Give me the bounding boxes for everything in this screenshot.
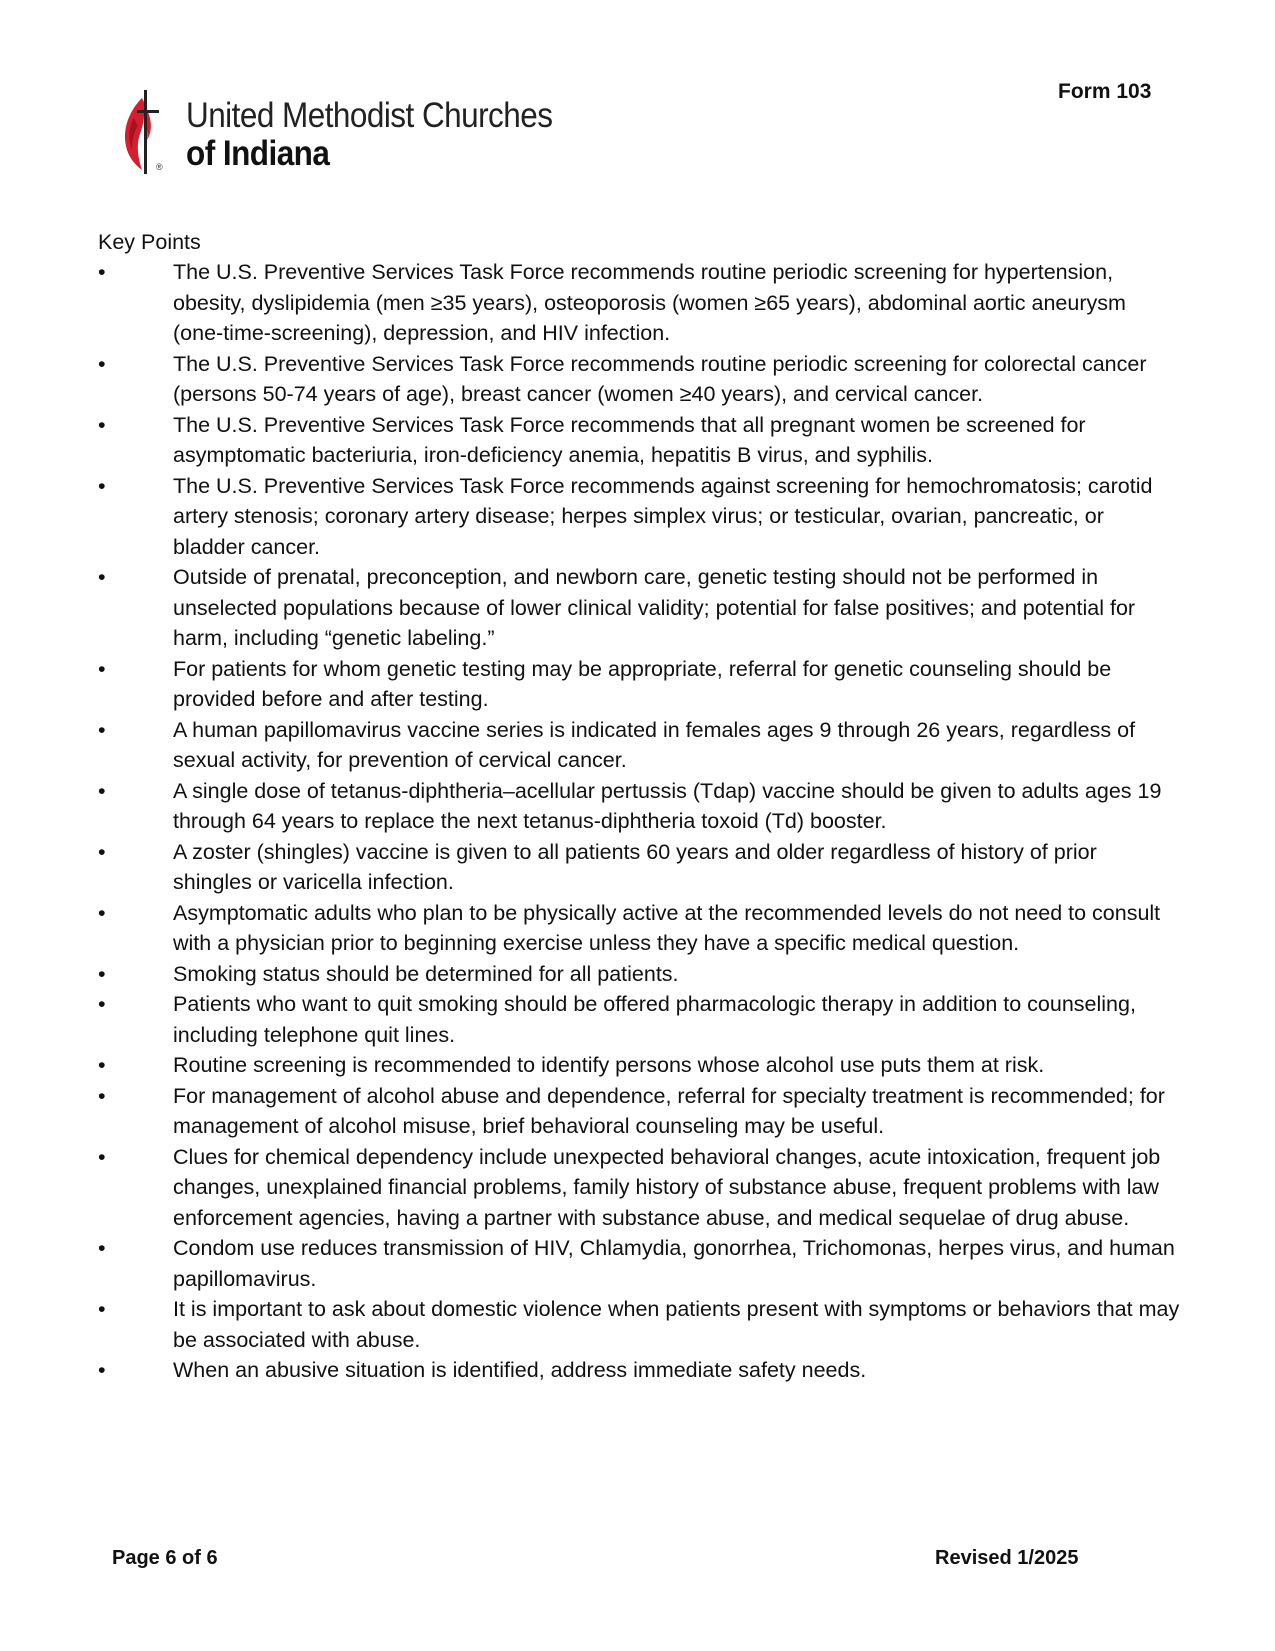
key-point-text: The U.S. Preventive Services Task Force recommends against screening for hemochromatosis; carotid artery stenosis; coronary artery disease; herpes simplex virus; or testicular, ovarian, pancreatic, or bladder cancer. bbox=[173, 473, 1153, 559]
revision-date: Revised 1/2025 bbox=[935, 1547, 1079, 1569]
bullet-icon: • bbox=[98, 656, 106, 681]
key-point-text: The U.S. Preventive Services Task Force recommends routine periodic screening for hypertension, obesity, dyslipidemia (men ≥35 years), osteoporosis (women ≥65 years), abdominal aortic aneurysm (one-time-screening), depression, and HIV infection. bbox=[173, 260, 1126, 345]
page-number: Page 6 of 6 bbox=[112, 1547, 218, 1569]
key-point-text: A single dose of tetanus-diphtheria–acellular pertussis (Tdap) vaccine should be given to adults ages 19 through 64 years to replace the next tetanus-diphtheria toxoid (Td) booster. bbox=[173, 778, 1162, 833]
key-point-text: Routine screening is recommended to identify persons whose alcohol use puts them at risk. bbox=[173, 1053, 1045, 1077]
key-point-item bbox=[98, 1355, 1180, 1386]
key-point-text: Asymptomatic adults who plan to be physically active at the recommended levels do not need to consult with a physician prior to beginning exercise unless they have a specific medical question. bbox=[173, 900, 1161, 955]
key-point-text: A human papillomavirus vaccine series is indicated in females ages 9 through 26 years, regardless of sexual activity, for prevention of cervical cancer. bbox=[173, 717, 1136, 772]
key-point-item bbox=[98, 1050, 1180, 1081]
bullet-icon: • bbox=[98, 839, 106, 864]
key-point-item bbox=[98, 1233, 1180, 1294]
key-point-text: When an abusive situation is identified, address immediate safety needs. bbox=[173, 1358, 867, 1382]
bullet-icon: • bbox=[98, 473, 106, 498]
key-point-text: For patients for whom genetic testing may be appropriate, referral for genetic counseling should be provided before and after testing. bbox=[173, 656, 1112, 711]
key-point-item bbox=[98, 1142, 1180, 1234]
organization-logo bbox=[120, 84, 560, 176]
bullet-icon: • bbox=[98, 565, 106, 589]
bullet-icon: • bbox=[98, 260, 106, 284]
logo-text-line-1: United Methodist Churches bbox=[186, 96, 553, 135]
bullet-icon: • bbox=[98, 961, 106, 986]
bullet-icon: • bbox=[98, 900, 106, 925]
logo-text-line-2: of Indiana bbox=[186, 134, 330, 173]
key-point-text: A zoster (shingles) vaccine is given to all patients 60 years and older regardless of history of prior shingles or varicella infection. bbox=[173, 839, 1097, 894]
section-heading: Key Points bbox=[98, 230, 201, 254]
bullet-icon: • bbox=[98, 1358, 106, 1382]
key-point-item bbox=[98, 898, 1180, 959]
key-point-text: Patients who want to quit smoking should be offered pharmacologic therapy in addition to counseling, including telephone quit lines. bbox=[173, 992, 1136, 1047]
key-point-text: Clues for chemical dependency include unexpected behavioral changes, acute intoxication, frequent job changes, unexplained financial problems, family history of substance abuse, frequent problems with law enforcement agencies, having a partner with substance abuse, and medical sequelae of drug abuse. bbox=[173, 1144, 1161, 1230]
bullet-icon: • bbox=[98, 992, 106, 1016]
bullet-icon: • bbox=[98, 1144, 106, 1169]
bullet-icon: • bbox=[98, 412, 106, 437]
key-point-item bbox=[98, 1081, 1180, 1142]
key-point-item bbox=[98, 776, 1180, 837]
key-point-item bbox=[98, 471, 1180, 563]
key-point-text: Smoking status should be determined for all patients. bbox=[173, 961, 679, 986]
key-point-text: Outside of prenatal, preconception, and newborn care, genetic testing should not be performed in unselected populations because of lower clinical validity; potential for false positives; and potential for harm, including “genetic labeling.” bbox=[173, 565, 1136, 650]
key-points-list bbox=[98, 257, 1180, 1386]
key-point-item bbox=[98, 257, 1180, 349]
bullet-icon: • bbox=[98, 1083, 106, 1108]
form-number: Form 103 bbox=[1058, 80, 1152, 103]
bullet-icon: • bbox=[98, 778, 106, 803]
bullet-icon: • bbox=[98, 1236, 106, 1260]
key-point-item bbox=[98, 1294, 1180, 1355]
bullet-icon: • bbox=[98, 717, 106, 742]
key-point-text: It is important to ask about domestic violence when patients present with symptoms or behaviors that may be associated with abuse. bbox=[173, 1297, 1180, 1352]
bullet-icon: • bbox=[98, 1053, 106, 1077]
key-point-item bbox=[98, 349, 1180, 410]
key-point-text: For management of alcohol abuse and dependence, referral for specialty treatment is recommended; for management of alcohol misuse, brief behavioral counseling may be useful. bbox=[173, 1083, 1165, 1138]
bullet-icon: • bbox=[98, 1297, 106, 1321]
key-point-text: The U.S. Preventive Services Task Force recommends routine periodic screening for colorectal cancer (persons 50-74 years of age), breast cancer (women ≥40 years), and cervical cancer. bbox=[173, 351, 1147, 406]
key-point-item bbox=[98, 989, 1180, 1050]
key-point-item bbox=[98, 715, 1180, 776]
key-point-text: The U.S. Preventive Services Task Force recommends that all pregnant women be screened for asymptomatic bacteriuria, iron-deficiency anemia, hepatitis B virus, and syphilis. bbox=[173, 412, 1086, 467]
key-point-text: Condom use reduces transmission of HIV, Chlamydia, gonorrhea, Trichomonas, herpes virus, and human papillomavirus. bbox=[173, 1236, 1175, 1291]
key-point-item bbox=[98, 837, 1180, 898]
key-point-item bbox=[98, 654, 1180, 715]
bullet-icon: • bbox=[98, 351, 106, 376]
registered-mark: ® bbox=[156, 162, 163, 172]
key-point-item bbox=[98, 959, 1180, 990]
key-point-item bbox=[98, 410, 1180, 471]
key-point-item bbox=[98, 562, 1180, 654]
